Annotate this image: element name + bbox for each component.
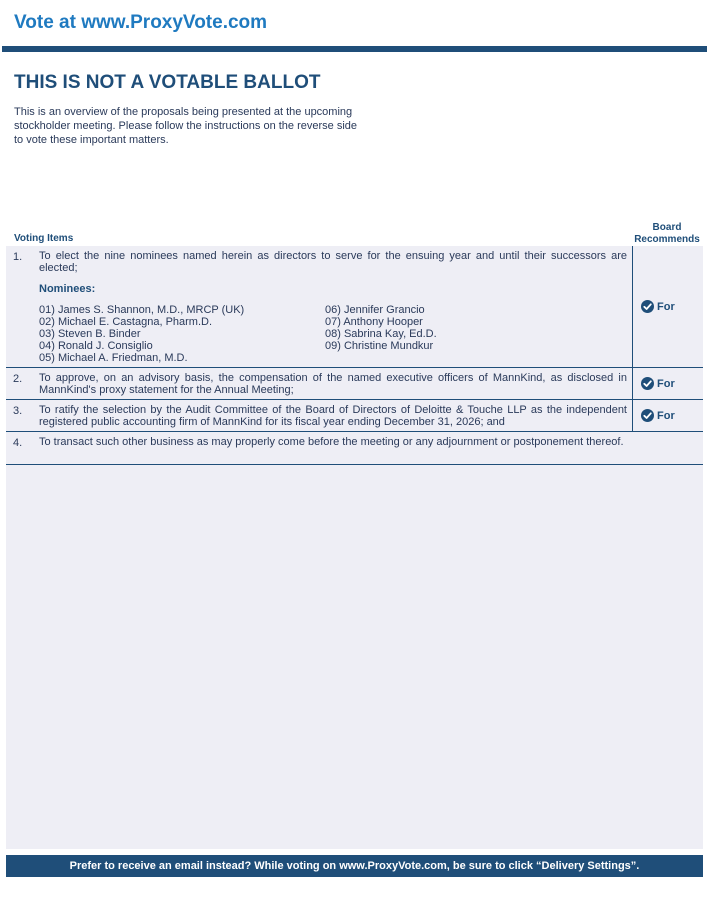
proposal-text: To approve, on an advisory basis, the compensation of the named executive officers of MannKind, as disclosed in MannKind's proxy statement for the Annual Meeting; bbox=[39, 372, 627, 396]
nominees-right-column bbox=[325, 304, 437, 352]
proposal-number: 1. bbox=[13, 251, 23, 263]
intro-text: This is an overview of the proposals being presented at the upcoming stockholder meeting. Please follow the instructions on the reverse side to vote these important matters. bbox=[14, 106, 358, 146]
proposal-number: 3. bbox=[13, 405, 23, 417]
proposal-1 bbox=[6, 246, 703, 368]
proxyvote-header-link[interactable]: Vote at www.ProxyVote.com bbox=[14, 12, 268, 33]
recommendation-cell bbox=[632, 246, 704, 367]
nominee-item: 09) Christine Mundkur bbox=[325, 340, 434, 352]
proposal-number: 4. bbox=[13, 437, 23, 449]
proposal-4 bbox=[6, 432, 703, 465]
board-recommends-header bbox=[632, 222, 702, 246]
nominee-item: 08) Sabrina Kay, Ed.D. bbox=[325, 328, 437, 340]
proposal-2 bbox=[6, 368, 703, 400]
recommendation-cell bbox=[632, 368, 704, 399]
voting-items-header: Voting Items bbox=[14, 233, 74, 244]
recommendation-label: For bbox=[657, 409, 675, 422]
nominee-item: 07) Anthony Hooper bbox=[325, 316, 423, 328]
board-header-line2: Recommends bbox=[634, 234, 700, 245]
recommendation-label: For bbox=[657, 377, 675, 390]
nominees-left-column bbox=[39, 304, 244, 364]
recommendation bbox=[641, 409, 675, 422]
page-title: THIS IS NOT A VOTABLE BALLOT bbox=[14, 72, 321, 93]
check-circle-icon bbox=[641, 377, 654, 390]
recommendation-cell bbox=[632, 400, 704, 431]
nominee-item: 01) James S. Shannon, M.D., MRCP (UK) bbox=[39, 304, 245, 316]
proposal-3 bbox=[6, 400, 703, 432]
nominee-item: 05) Michael A. Friedman, M.D. bbox=[39, 352, 188, 364]
nominee-item: 06) Jennifer Grancio bbox=[325, 304, 425, 316]
proposal-text: To elect the nine nominees named herein as directors to serve for the ensuing year and until their successors are elected; bbox=[39, 250, 627, 274]
recommendation-label: For bbox=[657, 300, 675, 313]
nominees-heading: Nominees: bbox=[39, 283, 96, 295]
nominee-item: 04) Ronald J. Consiglio bbox=[39, 340, 153, 352]
check-circle-icon bbox=[641, 409, 654, 422]
check-circle-icon bbox=[641, 300, 654, 313]
nominee-item: 03) Steven B. Binder bbox=[39, 328, 141, 340]
recommendation bbox=[641, 377, 675, 390]
proposal-text: To ratify the selection by the Audit Committee of the Board of Directors of Deloitte & Touche LLP as the independent registered public accounting firm of MannKind for its fiscal year ending December 31, 2026; and bbox=[39, 404, 627, 428]
proposal-text: To transact such other business as may properly come before the meeting or any adjournment or postponement thereof. bbox=[39, 436, 624, 448]
board-header-line1: Board bbox=[652, 222, 682, 233]
header-divider bbox=[2, 46, 707, 52]
nominee-item: 02) Michael E. Castagna, Pharm.D. bbox=[39, 316, 213, 328]
recommendation bbox=[641, 300, 675, 313]
delivery-settings-banner: Prefer to receive an email instead? While voting on www.ProxyVote.com, be sure to click “Delivery Settings”. bbox=[6, 855, 703, 877]
proposal-number: 2. bbox=[13, 373, 23, 385]
